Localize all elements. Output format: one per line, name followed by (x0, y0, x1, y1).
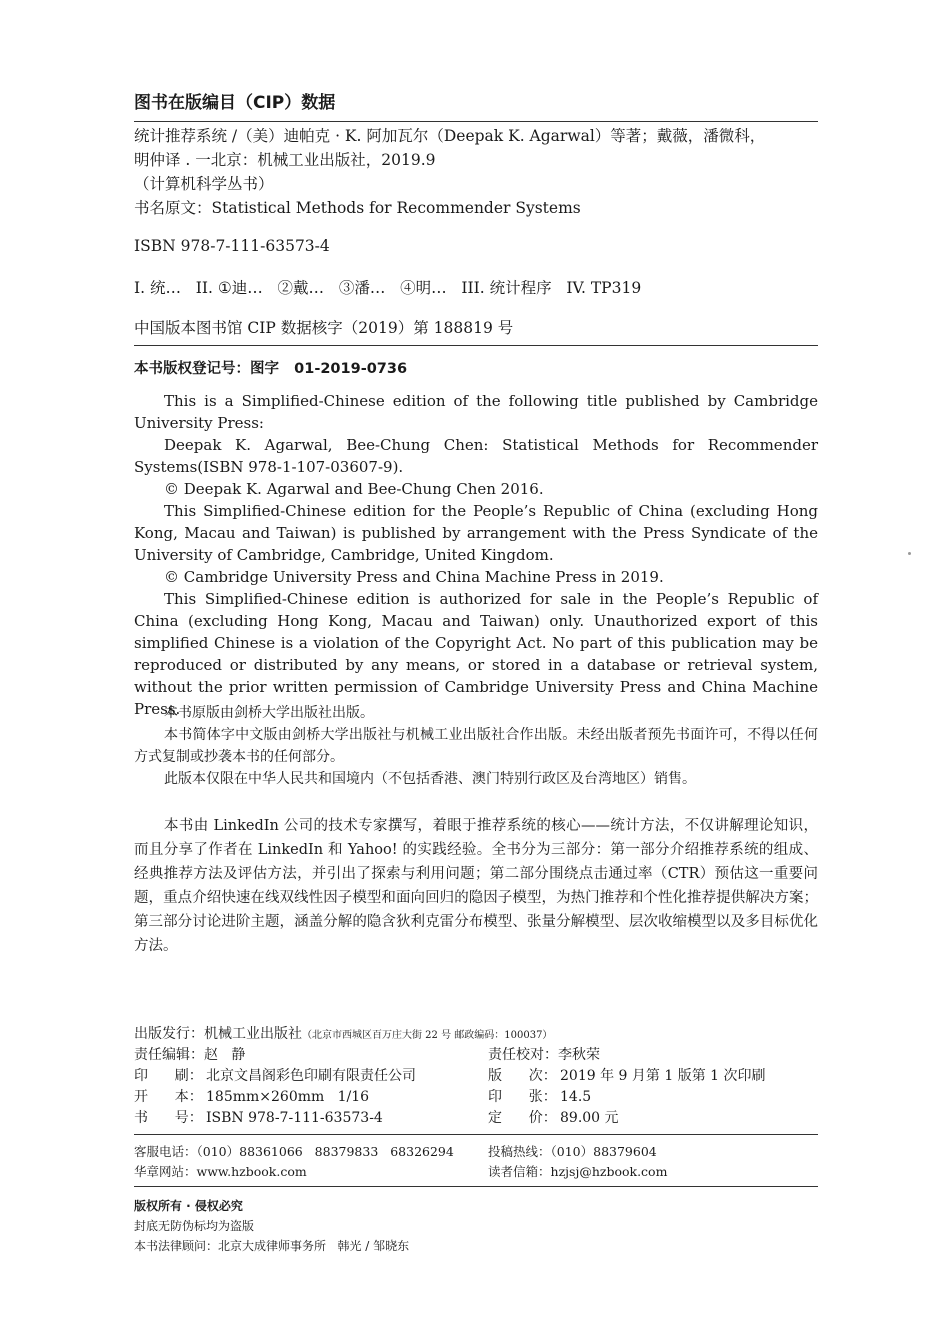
legal-counsel: 本书法律顾问：北京大成律师事务所 韩光 / 邹晓东 (134, 1239, 410, 1253)
sheets: 14.5 (560, 1089, 592, 1105)
price: 89.00 元 (560, 1110, 619, 1126)
printer-label: 印 刷： (134, 1068, 203, 1084)
notice-paragraph: © Cambridge University Press and China Machine Press in 2019. (164, 568, 664, 586)
service-phone: （010）88361066 88379833 68326294 (196, 1144, 454, 1159)
printer: 北京文昌阁彩色印刷有限责任公司 (206, 1068, 416, 1084)
website-label: 华章网站： (134, 1164, 197, 1179)
publisher-label: 出版发行： (134, 1026, 204, 1042)
divider (134, 1186, 818, 1187)
editor-label: 责任编辑： (134, 1047, 204, 1063)
divider (134, 1134, 818, 1135)
summary-paragraph: 本书由 LinkedIn 公司的技术专家撰写，着眼于推荐系统的核心——统计方法，不仅讲解理论知识，而且分享了作者在 LinkedIn 和 Yahoo! 的实践经验。全书分为三部分：第一部分介绍推荐系统的组成、经典推荐方法及评估方法，并引出了探索与利用问题；第二部分围绕点击通过率（CTR）预估这一重要问题，重点介绍快速在线双线性因子模型和面向回归的隐因子模型，为热门推荐和个性化推荐提供解决方案；第三部分讨论进阶主题，涵盖分解的隐含狄利克雷分布模型、张量分解模型、层次收缩模型以及多目标优化方法。 (134, 818, 818, 954)
format: 185mm×260mm 1/16 (206, 1089, 370, 1105)
rights-reserved: 版权所有 · 侵权必究 (134, 1199, 243, 1213)
reader-email-link[interactable]: hzjsj@hzbook.com (550, 1164, 668, 1179)
divider (134, 121, 818, 122)
english-copyright-notice (134, 390, 818, 720)
submission-hotline-label: 投稿热线： (488, 1144, 551, 1159)
notice-paragraph: 本书原版由剑桥大学出版社出版。 (164, 705, 374, 721)
book-number: ISBN 978-7-111-63573-4 (206, 1110, 383, 1126)
cip-heading: 图书在版编目（CIP）数据 (134, 93, 336, 113)
scan-speck (908, 552, 911, 555)
notice-paragraph: This Simplified-Chinese edition is authorized for sale in the People’s Republic of China (excluding Hong Kong, Macau and Taiwan) only. Unauthorized export of this simplified Chinese is a violation of the Copyright Act. No part of this publication may be reproduced or distributed by any means, or stored in a database or retrieval system, without the prior written permission of Cambridge University Press and China Machine Press. (134, 590, 818, 718)
proofreader-label: 责任校对： (488, 1047, 558, 1063)
proofreader: 李秋荣 (558, 1047, 600, 1063)
notice-paragraph: 此版本仅限在中华人民共和国境内（不包括香港、澳门特别行政区及台湾地区）销售。 (164, 771, 696, 787)
editor: 赵 静 (204, 1047, 246, 1063)
cip-line: 书名原文：Statistical Methods for Recommender Systems (134, 199, 581, 217)
reader-email-label: 读者信箱： (488, 1164, 551, 1179)
book-number-label: 书 号： (134, 1110, 203, 1126)
edition: 2019 年 9 月第 1 版第 1 次印刷 (560, 1068, 766, 1084)
cip-line: 明仲译 . 一北京：机械工业出版社，2019.9 (134, 151, 436, 169)
notice-paragraph: © Deepak K. Agarwal and Bee-Chung Chen 2016. (164, 480, 544, 498)
notice-paragraph: This Simplified-Chinese edition for the People’s Republic of China (excluding Hong Kong, Macau and Taiwan) is published by arrangement with the Press Syndicate of the University of Cambridge, Cambridge, United Kingdom. (134, 502, 818, 564)
notice-paragraph: Deepak K. Agarwal, Bee-Chung Chen: Statistical Methods for Recommender Systems(ISBN 978-1-107-03607-9). (134, 436, 818, 476)
rights-notice (134, 1196, 818, 1256)
publication-info (134, 1024, 818, 1129)
chinese-copyright-notice (134, 702, 818, 790)
website-link[interactable]: www.hzbook.com (196, 1164, 307, 1179)
copyright-registration: 本书版权登记号：图字 01-2019-0736 (134, 361, 408, 377)
cip-line: （计算机科学丛书） (134, 175, 274, 193)
cip-block (134, 124, 818, 220)
publisher: 机械工业出版社 (204, 1026, 302, 1042)
sheets-label: 印 张： (488, 1089, 557, 1105)
notice-paragraph: 本书简体字中文版由剑桥大学出版社与机械工业出版社合作出版。未经出版者预先书面许可，不得以任何方式复制或抄袭本书的任何部分。 (134, 727, 818, 765)
cip-isbn: ISBN 978-7-111-63573-4 (134, 237, 330, 255)
cip-record: 中国版本图书馆 CIP 数据核字（2019）第 188819 号 (134, 319, 514, 337)
cip-classification: I. 统… II. ①迪… ②戴… ③潘… ④明… III. 统计程序 IV. TP319 (134, 279, 642, 297)
contact-info (134, 1142, 818, 1182)
publisher-address: （北京市西城区百万庄大街 22 号 邮政编码：100037） (302, 1030, 553, 1041)
book-summary (134, 814, 818, 958)
divider (134, 345, 818, 346)
format-label: 开 本： (134, 1089, 203, 1105)
cip-line: 统计推荐系统 /（美）迪帕克 · K. 阿加瓦尔（Deepak K. Agarwal）等著；戴薇，潘微科， (134, 127, 766, 145)
price-label: 定 价： (488, 1110, 557, 1126)
service-phone-label: 客服电话： (134, 1144, 197, 1159)
anti-piracy-note: 封底无防伪标均为盗版 (134, 1219, 255, 1233)
notice-paragraph: This is a Simplified-Chinese edition of the following title published by Cambridge University Press: (134, 392, 818, 432)
submission-hotline: （010）88379604 (550, 1144, 657, 1159)
edition-label: 版 次： (488, 1068, 557, 1084)
